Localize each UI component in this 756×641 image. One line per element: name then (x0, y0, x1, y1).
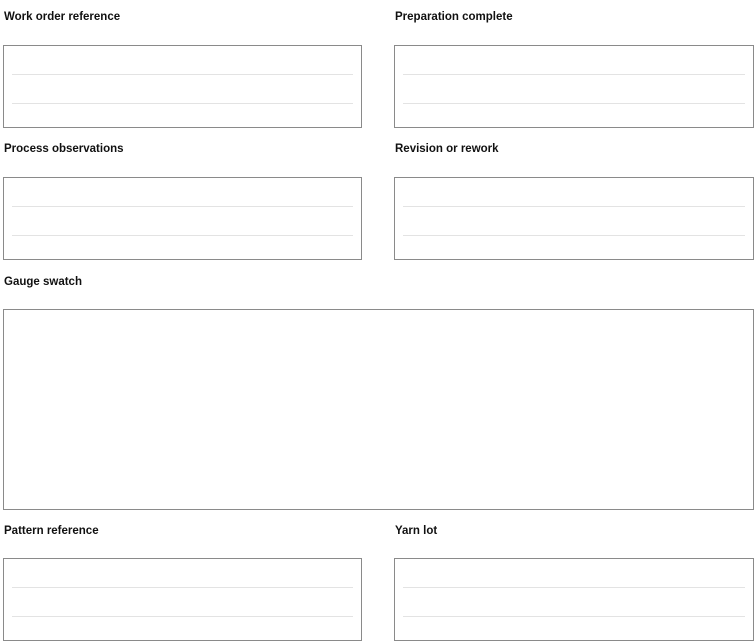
writing-line (403, 235, 745, 236)
pattern-reference-label: Pattern reference (4, 525, 99, 537)
work-order-reference-label: Work order reference (4, 11, 121, 23)
preparation-complete-field[interactable] (394, 45, 754, 128)
gauge-swatch-label: Gauge swatch (4, 276, 82, 288)
writing-line (12, 616, 353, 617)
gauge-swatch-area[interactable] (3, 309, 754, 510)
writing-line (403, 206, 745, 207)
revision-or-rework-field[interactable] (394, 177, 754, 260)
writing-line (12, 587, 353, 588)
writing-line (12, 206, 353, 207)
writing-line (403, 103, 745, 104)
work-order-reference-field[interactable] (3, 45, 362, 128)
yarn-lot-label: Yarn lot (395, 525, 438, 537)
preparation-complete-label: Preparation complete (395, 11, 513, 23)
process-observations-label: Process observations (4, 143, 124, 155)
writing-line (403, 616, 745, 617)
writing-line (12, 103, 353, 104)
process-observations-field[interactable] (3, 177, 362, 260)
writing-line (403, 74, 745, 75)
writing-line (12, 235, 353, 236)
writing-line (12, 74, 353, 75)
writing-line (403, 587, 745, 588)
revision-or-rework-label: Revision or rework (395, 143, 499, 155)
